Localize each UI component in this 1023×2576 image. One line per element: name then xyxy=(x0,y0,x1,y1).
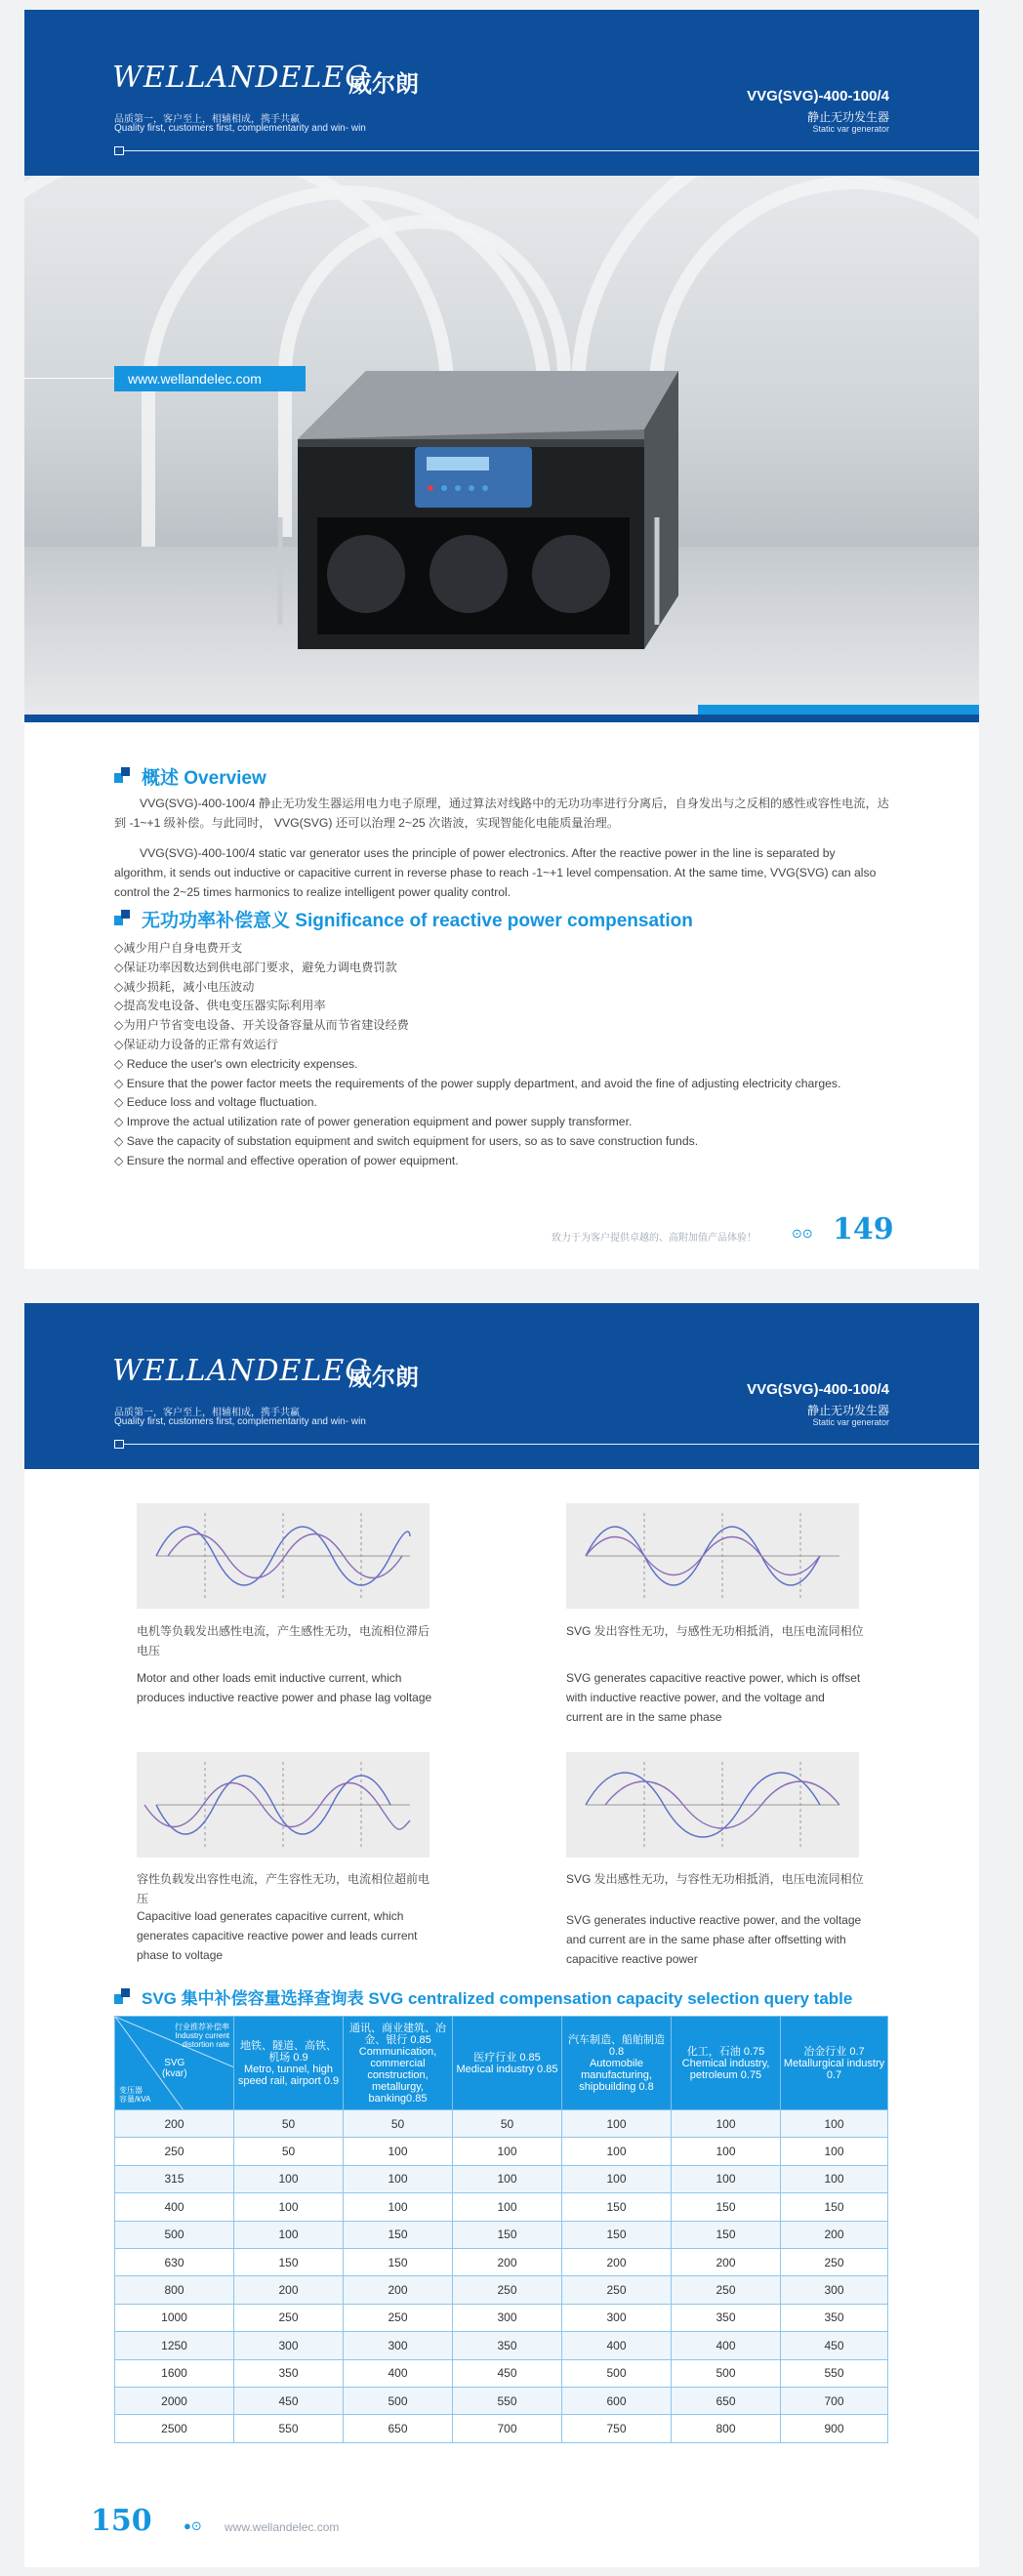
transformer-capacity-cell: 400 xyxy=(115,2193,234,2221)
overview-title: 概述 Overview xyxy=(142,768,266,789)
product-name-en: Static var generator xyxy=(812,124,889,134)
transformer-capacity-cell: 1600 xyxy=(115,2359,234,2387)
wave-caption-cn: SVG 发出容性无功，与感性无功相抵消，电压电流同相位 xyxy=(566,1624,864,1638)
svg-capacity-cell: 50 xyxy=(453,2110,562,2138)
table-row xyxy=(115,2165,888,2192)
svg-capacity-cell: 200 xyxy=(234,2276,344,2304)
section-marker-icon xyxy=(114,910,130,925)
svg-capacity-cell: 50 xyxy=(234,2110,344,2138)
url-line xyxy=(24,378,122,379)
svg-capacity-cell: 550 xyxy=(234,2415,344,2442)
svg-capacity-cell: 450 xyxy=(453,2359,562,2387)
svg-capacity-cell: 200 xyxy=(562,2248,672,2275)
hero-image xyxy=(24,176,979,722)
significance-item: ◇保证功率因数达到供电部门要求，避免力调电费罚款 xyxy=(114,960,397,974)
significance-item: ◇保证动力设备的正常有效运行 xyxy=(114,1037,278,1051)
catalog-page-150 xyxy=(24,1303,979,2567)
wave-diagram-lag xyxy=(137,1503,430,1609)
corner-label-rate: 行业推荐补偿率 Industry current distortion rate xyxy=(175,2023,229,2049)
product-name-cn: 静止无功发生器 xyxy=(806,1404,889,1417)
significance-title: 无功功率补偿意义 Significance of reactive power compensation xyxy=(142,911,693,931)
svg-capacity-cell: 250 xyxy=(344,2304,453,2331)
significance-item: ◇提高发电设备、供电变压器实际利用率 xyxy=(114,999,326,1013)
svg-capacity-cell: 350 xyxy=(453,2332,562,2359)
transformer-capacity-cell: 500 xyxy=(115,2221,234,2248)
svg-capacity-cell: 300 xyxy=(453,2304,562,2331)
brand-logo-cn: 威尔朗 xyxy=(348,70,419,98)
svg-capacity-cell: 500 xyxy=(562,2359,672,2387)
svg-capacity-cell: 650 xyxy=(344,2415,453,2442)
svg-capacity-cell: 250 xyxy=(781,2248,888,2275)
svg-capacity-cell: 150 xyxy=(453,2221,562,2248)
svg-capacity-cell: 900 xyxy=(781,2415,888,2442)
table-row xyxy=(115,2193,888,2221)
svg-capacity-cell: 450 xyxy=(234,2387,344,2414)
brand-logo-cn: 威尔朗 xyxy=(348,1364,419,1391)
svg-capacity-cell: 100 xyxy=(234,2221,344,2248)
transformer-capacity-cell: 250 xyxy=(115,2138,234,2165)
svg-capacity-cell: 100 xyxy=(781,2165,888,2192)
svg-capacity-cell: 100 xyxy=(453,2165,562,2192)
overview-cn: VVG(SVG)-400-100/4 静止无功发生器运用电力电子原理，通过算法对线路中的无功功率进行分离后，自身发出与之反相的感性或容性电流，达到 -1~+1 级补偿。与此同时， VVG(SVG) 还可以治理 2~25 次谐波，实现智能化电能质量治理。 xyxy=(114,797,889,830)
header-marker-icon xyxy=(114,1440,124,1449)
svg-capacity-cell: 200 xyxy=(453,2248,562,2275)
svg-capacity-cell: 400 xyxy=(672,2332,781,2359)
footer-dots-icon: ●⊙ xyxy=(184,2518,202,2533)
page-number: 149 xyxy=(833,1212,894,1247)
svg-capacity-cell: 250 xyxy=(672,2276,781,2304)
table-row xyxy=(115,2304,888,2331)
table-row xyxy=(115,2359,888,2387)
slogan-cn: 品质第一，客户至上，相辅相成，携手共赢 xyxy=(114,1408,300,1418)
significance-item: ◇减少损耗，减小电压波动 xyxy=(114,979,255,994)
svg-capacity-cell: 150 xyxy=(781,2193,888,2221)
slogan-en: Quality first, customers first, complementarity and win- win xyxy=(114,123,366,134)
svg-capacity-cell: 150 xyxy=(562,2221,672,2248)
wave-caption-cn: 电机等负载发出感性电流，产生感性无功，电流相位滞后电压 xyxy=(137,1624,430,1657)
table-header-cell: 化工，石油 0.75 Chemical industry, petroleum 0.75 xyxy=(672,2017,781,2110)
table-corner-cell xyxy=(115,2017,234,2110)
header-band xyxy=(24,1303,979,1469)
svg-capacity-cell: 100 xyxy=(453,2138,562,2165)
table-header-cell: 地铁、隧道、高铁、机场 0.9 Metro, tunnel, high speed rail, airport 0.9 xyxy=(234,2017,344,2110)
svg-capacity-cell: 450 xyxy=(781,2332,888,2359)
brand-strip xyxy=(24,715,979,722)
significance-item: ◇ Eeduce loss and voltage fluctuation. xyxy=(114,1095,317,1110)
svg-capacity-cell: 200 xyxy=(344,2276,453,2304)
transformer-capacity-cell: 800 xyxy=(115,2276,234,2304)
product-name-cn: 静止无功发生器 xyxy=(806,110,889,124)
svg-capacity-cell: 700 xyxy=(781,2387,888,2414)
table-row xyxy=(115,2332,888,2359)
table-row xyxy=(115,2248,888,2275)
model-number: VVG(SVG)-400-100/4 xyxy=(747,88,889,104)
table-header-row xyxy=(115,2017,888,2110)
svg-capacity-cell: 100 xyxy=(344,2165,453,2192)
model-number: VVG(SVG)-400-100/4 xyxy=(747,1381,889,1398)
svg-capacity-cell: 550 xyxy=(453,2387,562,2414)
accent-strip xyxy=(698,705,979,715)
significance-item: ◇ Save the capacity of substation equipment and switch equipment for users, so as to save construction funds. xyxy=(114,1133,699,1148)
svg-capacity-cell: 400 xyxy=(562,2332,672,2359)
table-row xyxy=(115,2387,888,2414)
significance-item: ◇ Ensure that the power factor meets the requirements of the power supply department, and avoid the fine of adjusting electricity charges. xyxy=(114,1076,841,1090)
svg-capacity-cell: 350 xyxy=(781,2304,888,2331)
svg-capacity-cell: 100 xyxy=(234,2165,344,2192)
svg-capacity-cell: 150 xyxy=(344,2221,453,2248)
transformer-capacity-cell: 2000 xyxy=(115,2387,234,2414)
svg-capacity-cell: 100 xyxy=(562,2165,672,2192)
wave-caption-en: SVG generates inductive reactive power, and the voltage and current are in the same phase after offsetting with capacitive reactive power xyxy=(566,1913,862,1966)
svg-capacity-cell: 700 xyxy=(453,2415,562,2442)
transformer-capacity-cell: 200 xyxy=(115,2110,234,2138)
significance-item: ◇ Improve the actual utilization rate of power generation equipment and power supply transformer. xyxy=(114,1115,633,1129)
svg-capacity-cell: 100 xyxy=(672,2110,781,2138)
svg-capacity-cell: 200 xyxy=(672,2248,781,2275)
svg-capacity-cell: 250 xyxy=(234,2304,344,2331)
svg-capacity-cell: 800 xyxy=(672,2415,781,2442)
wave-diagram-lead xyxy=(137,1752,430,1858)
svg-capacity-cell: 300 xyxy=(781,2276,888,2304)
table-title: SVG 集中补偿容量选择查询表 SVG centralized compensation capacity selection query table xyxy=(142,1989,853,2008)
product-name-en: Static var generator xyxy=(812,1417,889,1427)
overview-en: VVG(SVG)-400-100/4 static var generator uses the principle of power electronics. After the reactive power in the line is separated by algorithm, it sends out inductive or capacitive current in reverse phase to reach -1~+1 level compensation. At the same time, VVG(SVG) can also control the 2~25 times harmonics to realize intelligent power quality control. xyxy=(114,846,877,899)
svg-capacity-cell: 100 xyxy=(562,2138,672,2165)
table-header-cell: 汽车制造、船舶制造 0.8 Automobile manufacturing, shipbuilding 0.8 xyxy=(562,2017,672,2110)
footer-dots-icon: ⊙⊙ xyxy=(792,1226,813,1241)
capacity-selection-table xyxy=(114,2016,888,2443)
svg-capacity-cell: 650 xyxy=(672,2387,781,2414)
svg-capacity-cell: 550 xyxy=(781,2359,888,2387)
svg-capacity-cell: 300 xyxy=(234,2332,344,2359)
svg-capacity-cell: 100 xyxy=(453,2193,562,2221)
table-row xyxy=(115,2221,888,2248)
header-marker-icon xyxy=(114,146,124,155)
table-header-cell: 医疗行业 0.85 Medical industry 0.85 xyxy=(453,2017,562,2110)
table-body xyxy=(115,2110,888,2443)
svg-capacity-cell: 100 xyxy=(781,2138,888,2165)
svg-capacity-cell: 400 xyxy=(344,2359,453,2387)
brand-logo: WELLANDELEC xyxy=(112,61,369,95)
wave-caption-en: Motor and other loads emit inductive current, which produces inductive reactive power and phase lag voltage xyxy=(137,1671,432,1704)
table-row xyxy=(115,2415,888,2442)
header-band xyxy=(24,10,979,176)
significance-list xyxy=(114,939,895,1171)
svg-capacity-cell: 150 xyxy=(234,2248,344,2275)
svg-capacity-cell: 200 xyxy=(781,2221,888,2248)
significance-item: ◇ Ensure the normal and effective operation of power equipment. xyxy=(114,1153,459,1167)
svg-capacity-cell: 150 xyxy=(344,2248,453,2275)
header-divider xyxy=(122,1444,979,1445)
table-header-cell: 通讯、商业建筑、冶金、银行 0.85 Communication, commercial construction, metallurgy, banking0.85 xyxy=(344,2017,453,2110)
table-row xyxy=(115,2138,888,2165)
table-header-cell: 冶金行业 0.7 Metallurgical industry 0.7 xyxy=(781,2017,888,2110)
slogan-cn: 品质第一，客户至上，相辅相成，携手共赢 xyxy=(114,114,300,125)
svg-capacity-cell: 100 xyxy=(344,2138,453,2165)
svg-capacity-cell: 100 xyxy=(234,2193,344,2221)
wave-caption-en: Capacitive load generates capacitive current, which generates capacitive reactive power and leads current phase to voltage xyxy=(137,1909,418,1962)
svg-capacity-cell: 600 xyxy=(562,2387,672,2414)
svg-capacity-cell: 150 xyxy=(672,2193,781,2221)
section-marker-icon xyxy=(114,1988,130,2004)
footer-slogan: 致力于为客户提供卓越的、高附加值产品体验！ xyxy=(552,1233,757,1244)
section-marker-icon xyxy=(114,767,130,783)
footer-url[interactable]: www.wellandelec.com xyxy=(225,2520,340,2534)
svg-capacity-cell: 50 xyxy=(234,2138,344,2165)
transformer-capacity-cell: 2500 xyxy=(115,2415,234,2442)
svg-capacity-cell: 50 xyxy=(344,2110,453,2138)
significance-item: ◇减少用户自身电费开支 xyxy=(114,941,243,955)
svg-capacity-cell: 500 xyxy=(344,2387,453,2414)
corner-label-svg: SVG (kvar) xyxy=(162,2058,187,2079)
svg-capacity-cell: 750 xyxy=(562,2415,672,2442)
wave-diagram-same-phase xyxy=(566,1503,859,1609)
table-row xyxy=(115,2110,888,2138)
svg-capacity-cell: 100 xyxy=(781,2110,888,2138)
svg-capacity-cell: 100 xyxy=(562,2110,672,2138)
website-link[interactable]: www.wellandelec.com xyxy=(114,366,306,391)
svg-device-image xyxy=(259,371,678,649)
svg-capacity-cell: 300 xyxy=(344,2332,453,2359)
wave-caption-cn: 容性负载发出容性电流，产生容性无功，电流相位超前电压 xyxy=(137,1872,430,1905)
svg-capacity-cell: 250 xyxy=(562,2276,672,2304)
svg-capacity-cell: 150 xyxy=(562,2193,672,2221)
header-divider xyxy=(122,150,979,151)
transformer-capacity-cell: 1000 xyxy=(115,2304,234,2331)
wave-caption-cn: SVG 发出感性无功，与容性无功相抵消，电压电流同相位 xyxy=(566,1872,864,1886)
wave-diagram-offset xyxy=(566,1752,859,1858)
svg-capacity-cell: 100 xyxy=(344,2193,453,2221)
svg-capacity-cell: 250 xyxy=(453,2276,562,2304)
svg-capacity-cell: 350 xyxy=(672,2304,781,2331)
transformer-capacity-cell: 315 xyxy=(115,2165,234,2192)
page-number: 150 xyxy=(91,2504,152,2538)
catalog-page-149 xyxy=(24,10,979,1269)
svg-capacity-cell: 350 xyxy=(234,2359,344,2387)
transformer-capacity-cell: 630 xyxy=(115,2248,234,2275)
wave-caption-en: SVG generates capacitive reactive power, which is offset with inductive reactive power, and the voltage and current are in the same phase xyxy=(566,1671,861,1724)
brand-logo: WELLANDELEC xyxy=(112,1354,369,1388)
table-row xyxy=(115,2276,888,2304)
corner-label-transformer: 变压器 容量/kVA xyxy=(119,2086,151,2104)
slogan-en: Quality first, customers first, complementarity and win- win xyxy=(114,1416,366,1427)
svg-capacity-cell: 150 xyxy=(672,2221,781,2248)
svg-capacity-cell: 300 xyxy=(562,2304,672,2331)
significance-item: ◇为用户节省变电设备、开关设备容量从而节省建设经费 xyxy=(114,1018,409,1033)
svg-capacity-cell: 100 xyxy=(672,2138,781,2165)
transformer-capacity-cell: 1250 xyxy=(115,2332,234,2359)
svg-capacity-cell: 100 xyxy=(672,2165,781,2192)
svg-capacity-cell: 500 xyxy=(672,2359,781,2387)
significance-item: ◇ Reduce the user's own electricity expenses. xyxy=(114,1056,358,1071)
